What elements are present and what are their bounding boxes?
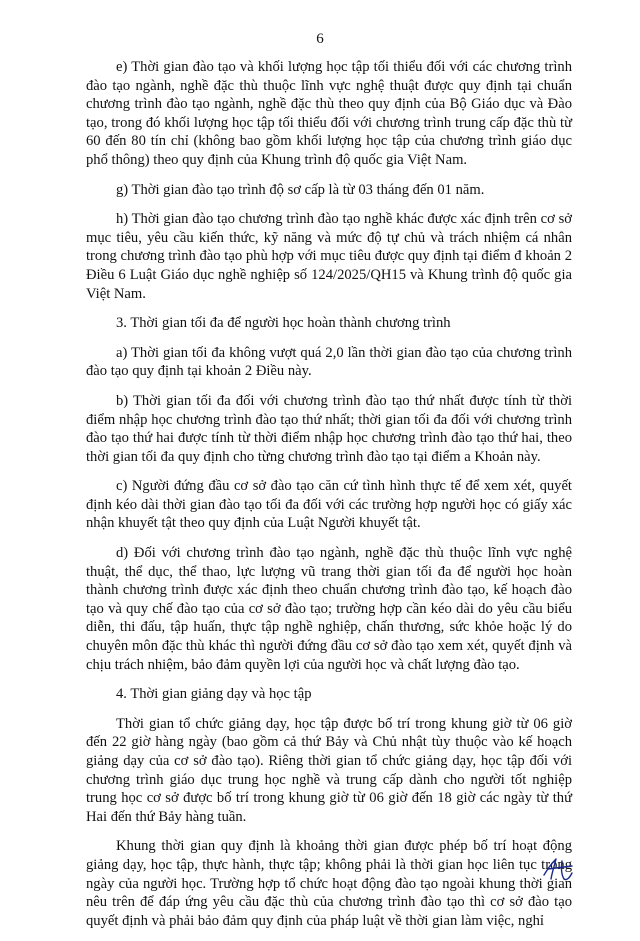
- paragraph-h-other-programs: h) Thời gian đào tạo chương trình đào tạo nghề khác được xác định trên cơ sở mục tiêu, yêu cầu kiến thức, kỹ năng và mức độ tự chủ và trách nhiệm cá nhân trong chương trình đào tạo phù hợp với mục tiêu được quy định tại điểm đ khoản 2 Điều 6 Luật Giáo dục nghề nghiệp số 124/2025/QH15 và Khung trình độ quốc gia Việt Nam.: [86, 211, 572, 302]
- section-heading-4-teaching-time: 4. Thời gian giảng dạy và học tập: [116, 686, 312, 703]
- paragraph-3d: d) Đối với chương trình đào tạo ngành, nghề đặc thù thuộc lĩnh vực nghệ thuật, thể dục, thể thao, lực lượng vũ trang thời gian tối đa để người học hoàn thành chương trình được xác định theo chuẩn chương trình đào tạo, kế hoạch đào tạo và quy chế đào tạo của cơ sở đào tạo; trường hợp cần kéo dài do yêu cầu biểu diễn, thi đấu, tập huấn, thực tập nghề nghiệp, chấn thương, sức khỏe hoặc lý do chuyên môn đặc thù khác thì người đứng đầu cơ sở đào tạo xem xét, quyết định và chịu trách nhiệm, bảo đảm quyền lợi của người học và chất lượng đào tạo.: [86, 545, 572, 673]
- paragraph-e-training-duration-arts: e) Thời gian đào tạo và khối lượng học tập tối thiểu đối với các chương trình đào tạo ngành, nghề đặc thù thuộc lĩnh vực nghệ thuật được quy định tại chuẩn chương trình đào tạo ngành, nghề đặc thù theo quy định của Bộ Giáo dục và Đào tạo, trong đó khối lượng học tập tối thiểu đối với chương trình trung cấp đặc thù từ 60 đến 80 tín chỉ (không bao gồm khối lượng học tập của chương trình giáo dục phổ thông) theo quy định của Khung trình độ quốc gia Việt Nam.: [86, 59, 572, 168]
- document-body: [86, 58, 572, 941]
- page-number: 6: [316, 31, 324, 47]
- paragraph-3a: a) Thời gian tối đa không vượt quá 2,0 lần thời gian đào tạo của chương trình đào tạo quy định tại khoản 2 Điều này.: [86, 344, 572, 380]
- paragraph-g-elementary-duration: g) Thời gian đào tạo trình độ sơ cấp là từ 03 tháng đến 01 năm.: [116, 181, 485, 198]
- signature-initial-mark: [538, 855, 578, 883]
- section-heading-3-max-duration: 3. Thời gian tối đa để người học hoàn thành chương trình: [116, 315, 451, 332]
- paragraph-4-time-frame: Khung thời gian quy định là khoảng thời gian được phép bố trí hoạt động giảng dạy, học tập, thực hành, thực tập; không phải là thời gian học liên tục trong ngày của người học. Trường hợp tổ chức hoạt động đào tạo ngoài khung thời gian nêu trên để đáp ứng yêu cầu đặc thù của chương trình đào tạo thì cơ sở đào tạo quyết định và phải bảo đảm quy định của pháp luật về thời gian làm việc, nghỉ: [86, 838, 572, 929]
- paragraph-4-schedule: Thời gian tổ chức giảng dạy, học tập được bố trí trong khung giờ từ 06 giờ đến 22 giờ hàng ngày (bao gồm cả thứ Bảy và Chủ nhật tùy thuộc vào kế hoạch giảng dạy của cơ sở đào tạo). Riêng thời gian tổ chức giảng dạy, học tập đối với chương trình giáo dục trung học nghề và trung cấp dành cho người tốt nghiệp trung học cơ sở được bố trí trong khung giờ từ 06 giờ đến 18 giờ các ngày từ thứ Hai đến thứ Bảy hàng tuần.: [86, 715, 572, 825]
- paragraph-3b: b) Thời gian tối đa đối với chương trình đào tạo thứ nhất được tính từ thời điểm nhập học chương trình đào tạo thứ nhất; thời gian tối đa đối với chương trình đào tạo thứ hai được tính từ thời điểm nhập học chương trình đào tạo thứ hai, theo thời gian tối đa quy định cho từng chương trình đào tạo tại điểm a Khoản này.: [86, 392, 572, 465]
- paragraph-3c: c) Người đứng đầu cơ sở đào tạo căn cứ tình hình thực tế để xem xét, quyết định kéo dài thời gian đào tạo tối đa đối với các trường hợp người học có giấy xác nhận khuyết tật theo quy định của Luật Người khuyết tật.: [86, 478, 572, 532]
